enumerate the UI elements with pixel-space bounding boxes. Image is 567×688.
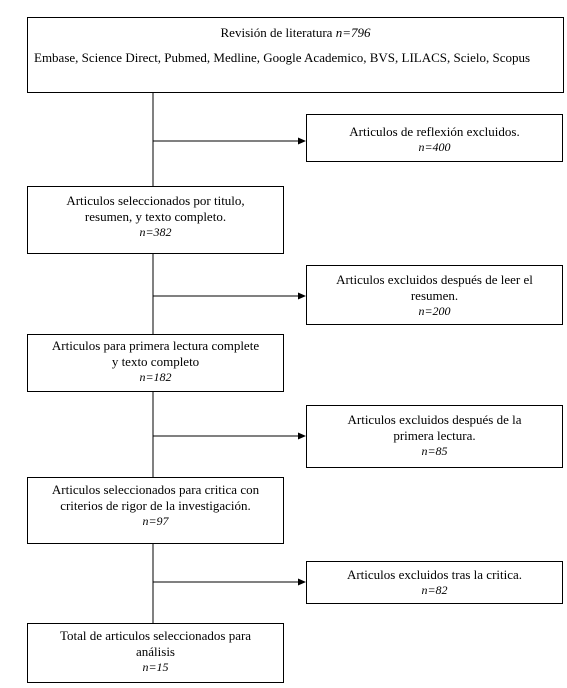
literature-review-title: Revisión de literatura	[220, 25, 333, 40]
abstract-excluded-count: n=200	[418, 304, 451, 318]
reflection-excluded-count: n=400	[418, 140, 451, 154]
first-reading-count: n=182	[139, 370, 172, 384]
first-reading-line2: y texto completo	[111, 354, 200, 369]
critique-excluded-box	[306, 561, 563, 604]
first-reading-excluded-box	[306, 405, 563, 468]
first-reading-box	[27, 334, 284, 392]
abstract-excluded-line1: Articulos excluidos después de leer el	[336, 272, 533, 287]
literature-sources: Embase, Science Direct, Pubmed, Medline, Google Academico, BVS, LILACS, Scielo, Scopus	[34, 50, 531, 65]
literature-review-title-row	[28, 18, 563, 41]
abstract-excluded-line2: resumen.	[410, 288, 459, 303]
total-selected-count: n=15	[142, 660, 169, 674]
first-reading-excluded-line1: Articulos excluidos después de la	[347, 412, 522, 427]
total-selected-box	[27, 623, 284, 683]
first-reading-excluded-line2: primera lectura.	[393, 428, 476, 443]
literature-review-count: n=796	[335, 25, 371, 40]
literature-review-box	[27, 17, 564, 93]
selected-articles-line1: Articulos seleccionados por titulo,	[66, 193, 245, 208]
selected-articles-box	[27, 186, 284, 254]
selected-articles-count: n=382	[139, 225, 172, 239]
first-reading-excluded-count: n=85	[421, 444, 448, 458]
critique-selected-line2: criterios de rigor de la investigación.	[60, 498, 251, 513]
critique-selected-count: n=97	[142, 514, 169, 528]
selected-articles-line2: resumen, y texto completo.	[84, 209, 227, 224]
critique-selected-line1: Articulos seleccionados para critica con	[51, 482, 260, 497]
abstract-excluded-box	[306, 265, 563, 325]
reflection-excluded-box	[306, 114, 563, 162]
critique-excluded-text: Articulos excluidos tras la critica.	[346, 567, 523, 582]
total-selected-line2: análisis	[136, 644, 175, 659]
reflection-excluded-text: Articulos de reflexión excluidos.	[349, 124, 520, 139]
critique-excluded-count: n=82	[421, 583, 448, 597]
first-reading-line1: Articulos para primera lectura complete	[51, 338, 260, 353]
critique-selected-box	[27, 477, 284, 544]
total-selected-line1: Total de articulos seleccionados para	[59, 628, 252, 643]
